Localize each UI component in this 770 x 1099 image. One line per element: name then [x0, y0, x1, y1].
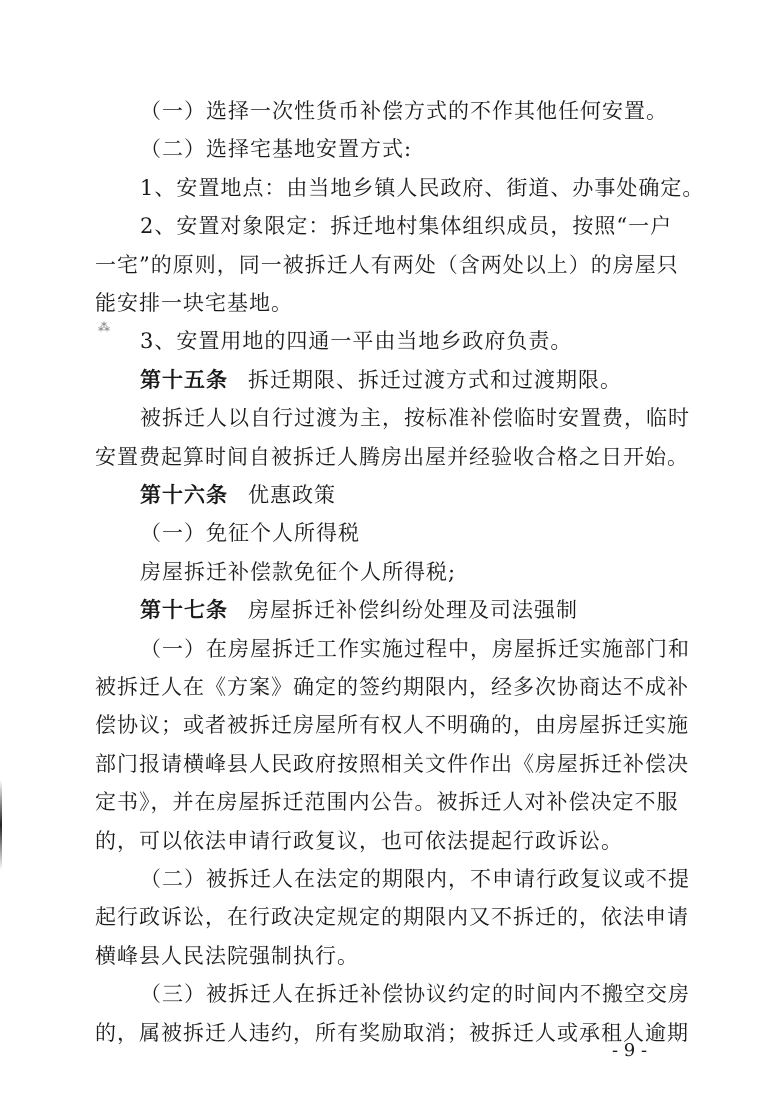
article-17-body-line5: 定书》，并在房屋拆迁范围内公告。被拆迁人对补偿决定不服 — [95, 790, 679, 815]
article-17-body-line8: 起行政诉讼，在行政决定规定的期限内又不拆迁的，依法申请 — [95, 905, 689, 930]
item-two-homestead: （二）选择宅基地安置方式: — [140, 137, 413, 162]
item-target-line3: 能安排一块宅基地。 — [95, 291, 293, 315]
article-17-body-line7: （二）被拆迁人在法定的期限内，不申请行政复议或不提 — [140, 867, 690, 891]
article-15-heading — [140, 367, 622, 393]
article-16-number: 第十六条 — [140, 482, 228, 507]
article-17-body-line1: （一）在房屋拆迁工作实施过程中，房屋拆迁实施部门和 — [140, 636, 690, 661]
article-15-number: 第十五条 — [140, 366, 228, 392]
article-17-body-line4: 部门报请横峰县人民政府按照相关文件作出《房屋拆迁补偿决 — [95, 751, 689, 776]
article-17-body-line3: 偿协议；或者被拆迁房屋所有权人不明确的，由房屋拆迁实施 — [95, 713, 689, 738]
item-target-line2: 一宅”的原则，同一被拆迁人有两处（含两处以上）的房屋只 — [95, 252, 679, 277]
item-location: 1、安置地点：由当地乡镇人民政府、街道、办事处确定。 — [140, 175, 705, 200]
scan-speck: ⁂ — [98, 320, 110, 334]
article-16-heading — [140, 482, 336, 508]
article-16-body-line2: 房屋拆迁补偿款免征个人所得税; — [140, 559, 457, 584]
article-17-body-line2: 被拆迁人在《方案》确定的签约期限内，经多次协商达不成补 — [95, 675, 689, 699]
item-target-line1: 2、安置对象限定：拆迁地村集体组织成员，按照“一户 — [140, 214, 673, 239]
article-17-body-line6: 的，可以依法申请行政复议，也可依法提起行政诉讼。 — [95, 828, 623, 853]
article-17-body-line10: （三）被拆迁人在拆迁补偿协议约定的时间内不搬空交房 — [140, 982, 690, 1007]
article-15-title: 拆迁期限、拆迁过渡方式和过渡期限。 — [248, 367, 622, 392]
article-16-title: 优惠政策 — [248, 483, 336, 507]
item-land-use: 3、安置用地的四通一平由当地乡政府负责。 — [140, 329, 573, 354]
item-one-cash-compensation: （一）选择一次性货币补偿方式的不作其他任何安置。 — [140, 99, 668, 123]
article-15-body-line1: 被拆迁人以自行过渡为主，按标准补偿临时安置费，临时 — [140, 406, 690, 431]
article-17-body-line11: 的，属被拆迁人违约，所有奖励取消；被拆迁人或承租人逾期 — [95, 1020, 689, 1045]
article-15-body-line2: 安置费起算时间自被拆迁人腾房出屋并经验收合格之日开始。 — [95, 444, 689, 469]
article-16-body-line1: （一）免征个人所得税 — [140, 521, 360, 546]
article-17-body-line9: 横峰县人民法院强制执行。 — [95, 943, 359, 968]
article-17-heading — [140, 597, 578, 623]
page-number: - 9 - — [612, 1040, 648, 1061]
article-17-number: 第十七条 — [140, 597, 228, 623]
scan-edge-shadow — [0, 780, 2, 870]
article-17-title: 房屋拆迁补偿纠纷处理及司法强制 — [248, 598, 578, 623]
